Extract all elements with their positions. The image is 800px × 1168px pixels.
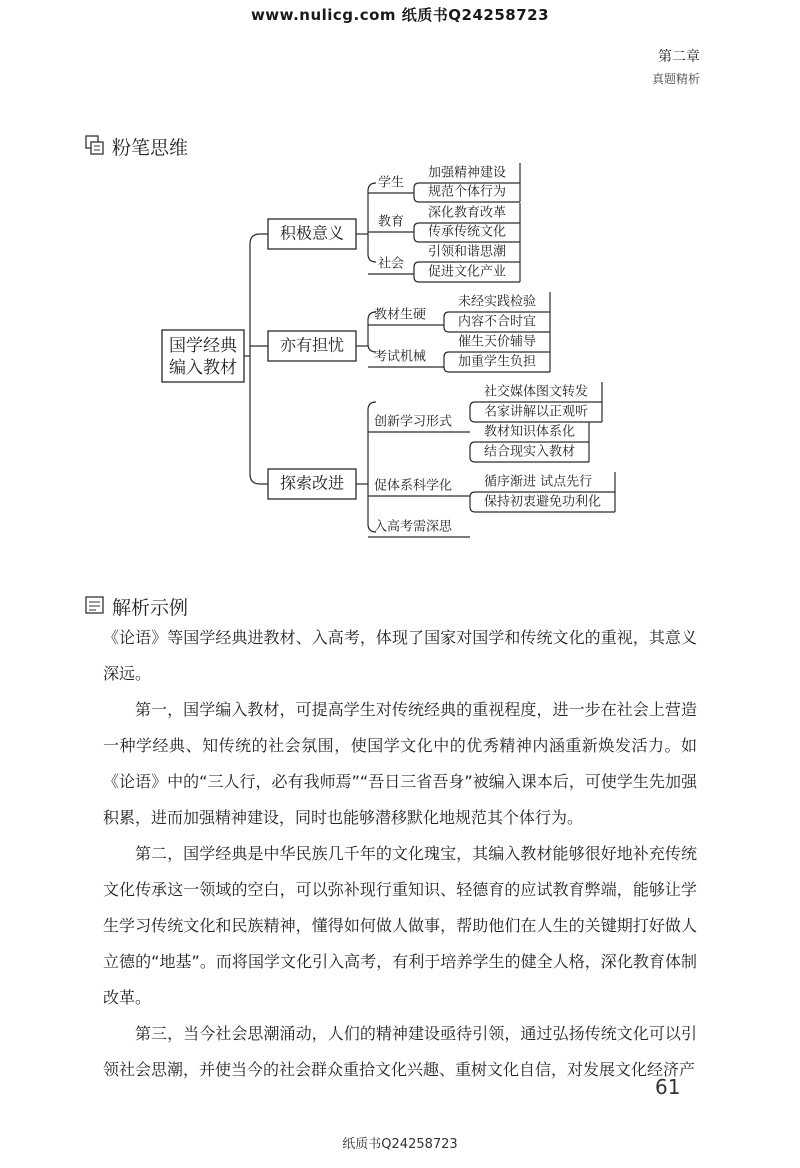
chapter-title: 第二章 xyxy=(658,49,700,65)
mindmap-group-label: 考试机械 xyxy=(374,349,427,365)
watermark-bottom: 纸质书Q24258723 xyxy=(342,1137,458,1152)
mindmap-leaf-label: 名家讲解以正观听 xyxy=(484,404,589,420)
section-title-mindmap: 粉笔思维 xyxy=(112,137,189,159)
mindmap-branch-label: 探索改进 xyxy=(279,473,345,493)
mindmap-group-label: 教育 xyxy=(378,214,405,230)
mindmap-group-brace xyxy=(470,402,480,422)
paragraph-second: 第二，国学经典是中华民族几千年的文化瑰宝，其编入教材能够很好地补充传统文化传承这一领域的空白，可以弥补现行重知识、轻德育的应试教育弊端，能够让学生学习传统文化和民族精神，懂得如何做人做事，帮助他们在人生的关键期打好做人立德的“地基”。而将国学文化引入高考，有利于培养学生的健全人格，深化教育体制改革。 xyxy=(103,844,697,1007)
mindmap-root-line2: 编入教材 xyxy=(169,358,237,378)
mindmap-group-label: 入高考需深思 xyxy=(374,519,453,535)
paragraph-intro: 《论语》等国学经典进教材、入高考，体现了国家对国学和传统文化的重视，其意义深远。 xyxy=(103,628,697,683)
mindmap-leaf-label: 社交媒体图文转发 xyxy=(484,384,589,400)
chapter-subtitle: 真题精析 xyxy=(651,72,700,86)
mindmap-group-label: 促体系科学化 xyxy=(374,478,453,494)
mindmap-branch-label: 积极意义 xyxy=(279,223,345,243)
mindmap-branch-brace xyxy=(368,183,376,262)
mindmap-leaf-label: 催生天价辅导 xyxy=(458,334,537,350)
analysis-section-icon xyxy=(84,594,106,616)
watermark-top: www.nulicg.com 纸质书Q24258723 xyxy=(250,6,550,24)
mindmap-leaf-label: 引领和谐思潮 xyxy=(428,244,507,260)
mindmap-root-brace xyxy=(250,234,268,484)
paragraph-first: 第一，国学编入教材，可提高学生对传统经典的重视程度，进一步在社会上营造一种学经典、知传统的社会氛围，使国学文化中的优秀精神内涵重新焕发活力。如《论语》中的“三人行，必有我师焉”“吾日三省吾身”被编入课本后，可使学生先加强积累，进而加强精神建设，同时也能够潜移默化地规范其个体行为。 xyxy=(103,700,697,827)
mindmap-leaf-label: 深化教育改革 xyxy=(428,205,507,221)
paragraph-third: 第三，当今社会思潮涌动，人们的精神建设亟待引领，通过弘扬传统文化可以引领社会思潮，并使当今的社会群众重拾文化兴趣、重树文化自信，对发展文化经济产 xyxy=(103,1024,697,1079)
mindmap-leaf-label: 未经实践检验 xyxy=(458,294,537,310)
mindmap-leaf-label: 加重学生负担 xyxy=(458,354,537,370)
mindmap-leaf-label: 传承传统文化 xyxy=(428,224,507,240)
mindmap-branch-label: 亦有担忧 xyxy=(279,335,345,355)
mindmap-group-brace xyxy=(414,183,424,202)
mindmap-group-label: 社会 xyxy=(378,256,405,272)
mindmap-leaf-label: 循序渐进 试点先行 xyxy=(484,474,593,490)
mindmap-leaf-label: 促进文化产业 xyxy=(428,264,507,280)
mindmap-group-label: 创新学习形式 xyxy=(374,414,453,430)
section-title-analysis: 解析示例 xyxy=(112,597,189,619)
mindmap-leaf-label: 内容不合时宜 xyxy=(458,314,537,330)
mindmap-group-brace xyxy=(444,312,454,332)
mindmap-root-line1: 国学经典 xyxy=(169,336,237,356)
mindmap-group-brace xyxy=(470,492,480,512)
mindmap-group-brace xyxy=(444,352,454,372)
mindmap-group-brace xyxy=(470,442,480,462)
page-number: 61 xyxy=(655,1075,681,1099)
mindmap-leaf-label: 教材知识体系化 xyxy=(484,424,576,440)
mindmap-leaf-label: 保持初衷避免功利化 xyxy=(484,494,602,510)
mindmap-group-brace xyxy=(414,262,424,282)
mindmap-group-label: 教材生硬 xyxy=(374,307,427,323)
mindmap-group-label: 学生 xyxy=(378,175,405,191)
mindmap-group-brace xyxy=(414,223,424,242)
mind-map xyxy=(0,150,800,560)
mindmap-leaf-label: 结合现实入教材 xyxy=(484,444,576,460)
mindmap-leaf-label: 加强精神建设 xyxy=(428,165,507,181)
mindmap-leaf-label: 规范个体行为 xyxy=(428,184,507,200)
